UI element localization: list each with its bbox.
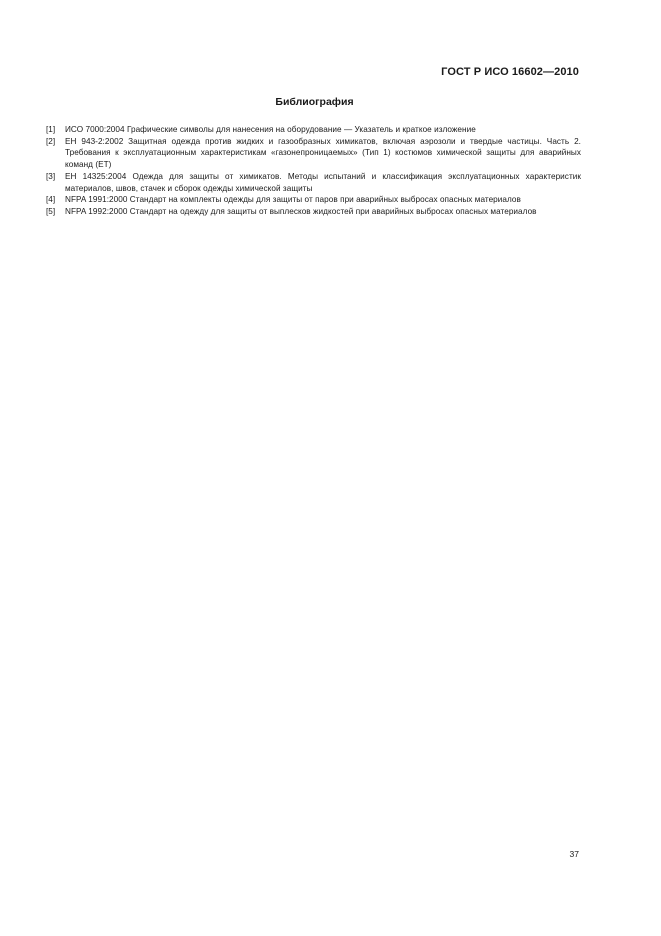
bibliography-entry <box>46 136 581 171</box>
entry-text: NFPA 1992:2000 Стандарт на одежду для защиты от выплесков жидкостей при аварийных выбросах опасных материалов <box>65 206 537 216</box>
entry-number: [5] <box>46 206 56 216</box>
entry-number: [1] <box>46 125 56 134</box>
standard-header: ГОСТ Р ИСО 16602—2010 <box>441 66 579 78</box>
bibliography-entry <box>46 206 581 218</box>
bibliography-title: Библиография <box>275 96 354 108</box>
bibliography-entry <box>46 124 581 136</box>
bibliography-entry <box>46 171 581 194</box>
bibliography-entry <box>46 194 581 206</box>
entry-number: [4] <box>46 195 56 205</box>
entry-number: [2] <box>46 136 56 146</box>
entry-number: [3] <box>46 171 56 181</box>
entry-text: ЕН 14325:2004 Одежда для защиты от химикатов. Методы испытаний и классификация эксплуатационных характеристик материалов, швов, стачек и сборок одежды химической защиты <box>65 171 581 193</box>
page-number: 37 <box>569 849 579 859</box>
entry-text: ЕН 943-2:2002 Защитная одежда против жидких и газообразных химикатов, включая аэрозоли и твердые частицы. Часть 2. Требования к эксплуатационным характеристикам «газонепроницаемых» (Тип 1) костюмов химической защиты для аварийных команд (ET) <box>65 136 581 170</box>
entry-text: ИСО 7000:2004 Графические символы для нанесения на оборудование — Указатель и краткое изложение <box>65 125 476 134</box>
bibliography-list <box>46 124 581 218</box>
entry-text: NFPA 1991:2000 Стандарт на комплекты одежды для защиты от паров при аварийных выбросах опасных материалов <box>65 195 521 205</box>
